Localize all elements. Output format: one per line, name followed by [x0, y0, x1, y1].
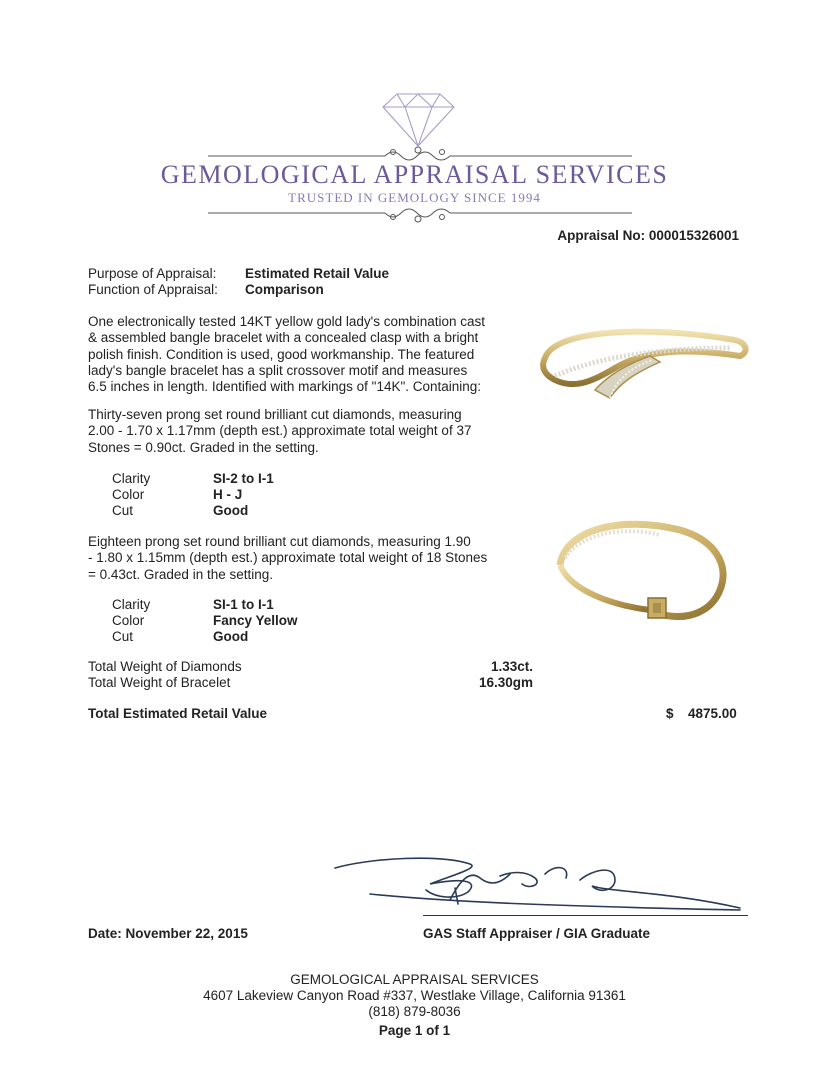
spec-value-cut: Good	[213, 503, 249, 518]
stone-text-line: - 1.80 x 1.15mm (depth est.) approximate total weight of 18 Stones	[88, 550, 488, 566]
stone-text-line: = 0.43ct. Graded in the setting.	[88, 566, 273, 582]
purpose-value: Estimated Retail Value	[245, 266, 390, 281]
stone-text-line: Eighteen prong set round brilliant cut diamonds, measuring 1.90	[88, 534, 471, 549]
total-bracelet-label: Total Weight of Bracelet	[88, 675, 231, 690]
company-tagline: TRUSTED IN GEMOLOGY SINCE 1994	[288, 190, 541, 205]
stone-text-line: Stones = 0.90ct. Graded in the setting.	[88, 439, 319, 455]
total-diamonds-value: 1.33ct.	[490, 659, 533, 674]
spec-label-color: Color	[112, 613, 145, 628]
description-line: lady's bangle bracelet has a split crossover motif and measures	[88, 362, 468, 378]
stone-text-line: 2.00 - 1.70 x 1.17mm (depth est.) approximate total weight of 37	[88, 423, 472, 439]
spec-value-color: H - J	[213, 487, 243, 502]
description-line: polish finish. Condition is used, good workmanship. The featured	[88, 346, 475, 362]
function-label: Function of Appraisal:	[88, 282, 218, 297]
retail-value-currency: $	[666, 706, 674, 721]
stone-group-2-description	[88, 534, 493, 583]
total-bracelet-value: 16.30gm	[478, 675, 533, 690]
company-name: GEMOLOGICAL APPRAISAL SERVICES	[160, 160, 669, 189]
retail-value-label: Total Estimated Retail Value	[88, 706, 268, 721]
footer-address: 4607 Lakeview Canyon Road #337, Westlake Village, California 91361	[203, 988, 626, 1003]
spec-value-color: Fancy Yellow	[213, 613, 298, 628]
item-description	[88, 314, 493, 395]
spec-value-clarity: SI-2 to I-1	[213, 471, 274, 486]
appraisal-date: Date: November 22, 2015	[88, 926, 248, 941]
bracelet-photo-front	[535, 318, 755, 408]
spec-label-clarity: Clarity	[112, 471, 151, 486]
spec-label-cut: Cut	[112, 503, 134, 518]
description-line: & assembled bangle bracelet with a concealed clasp with a bright	[88, 330, 479, 346]
page-number: Page 1 of 1	[378, 1023, 451, 1038]
appraisal-number: Appraisal No: 000015326001	[557, 228, 739, 243]
function-value: Comparison	[245, 282, 324, 297]
description-line: 6.5 inches in length. Identified with markings of "14K". Containing:	[88, 379, 482, 395]
retail-value-amount: 4875.00	[688, 706, 737, 721]
spec-label-color: Color	[112, 487, 145, 502]
spec-label-cut: Cut	[112, 629, 134, 644]
spec-label-clarity: Clarity	[112, 597, 151, 612]
description-line: One electronically tested 14KT yellow gold lady's combination cast	[88, 314, 486, 329]
footer-company: GEMOLOGICAL APPRAISAL SERVICES	[290, 972, 539, 987]
bracelet-photo-open	[540, 510, 740, 640]
footer-phone: (818) 879-8036	[368, 1004, 461, 1019]
spec-value-clarity: SI-1 to I-1	[213, 597, 274, 612]
appraiser-title: GAS Staff Appraiser / GIA Graduate	[423, 926, 651, 941]
signature-line	[423, 915, 748, 916]
total-diamonds-label: Total Weight of Diamonds	[88, 659, 242, 674]
stone-text-line: Thirty-seven prong set round brilliant cut diamonds, measuring	[88, 407, 462, 422]
purpose-label: Purpose of Appraisal:	[88, 266, 217, 281]
stone-group-1-description	[88, 407, 493, 456]
spec-value-cut: Good	[213, 629, 249, 644]
appraiser-signature	[330, 850, 750, 920]
